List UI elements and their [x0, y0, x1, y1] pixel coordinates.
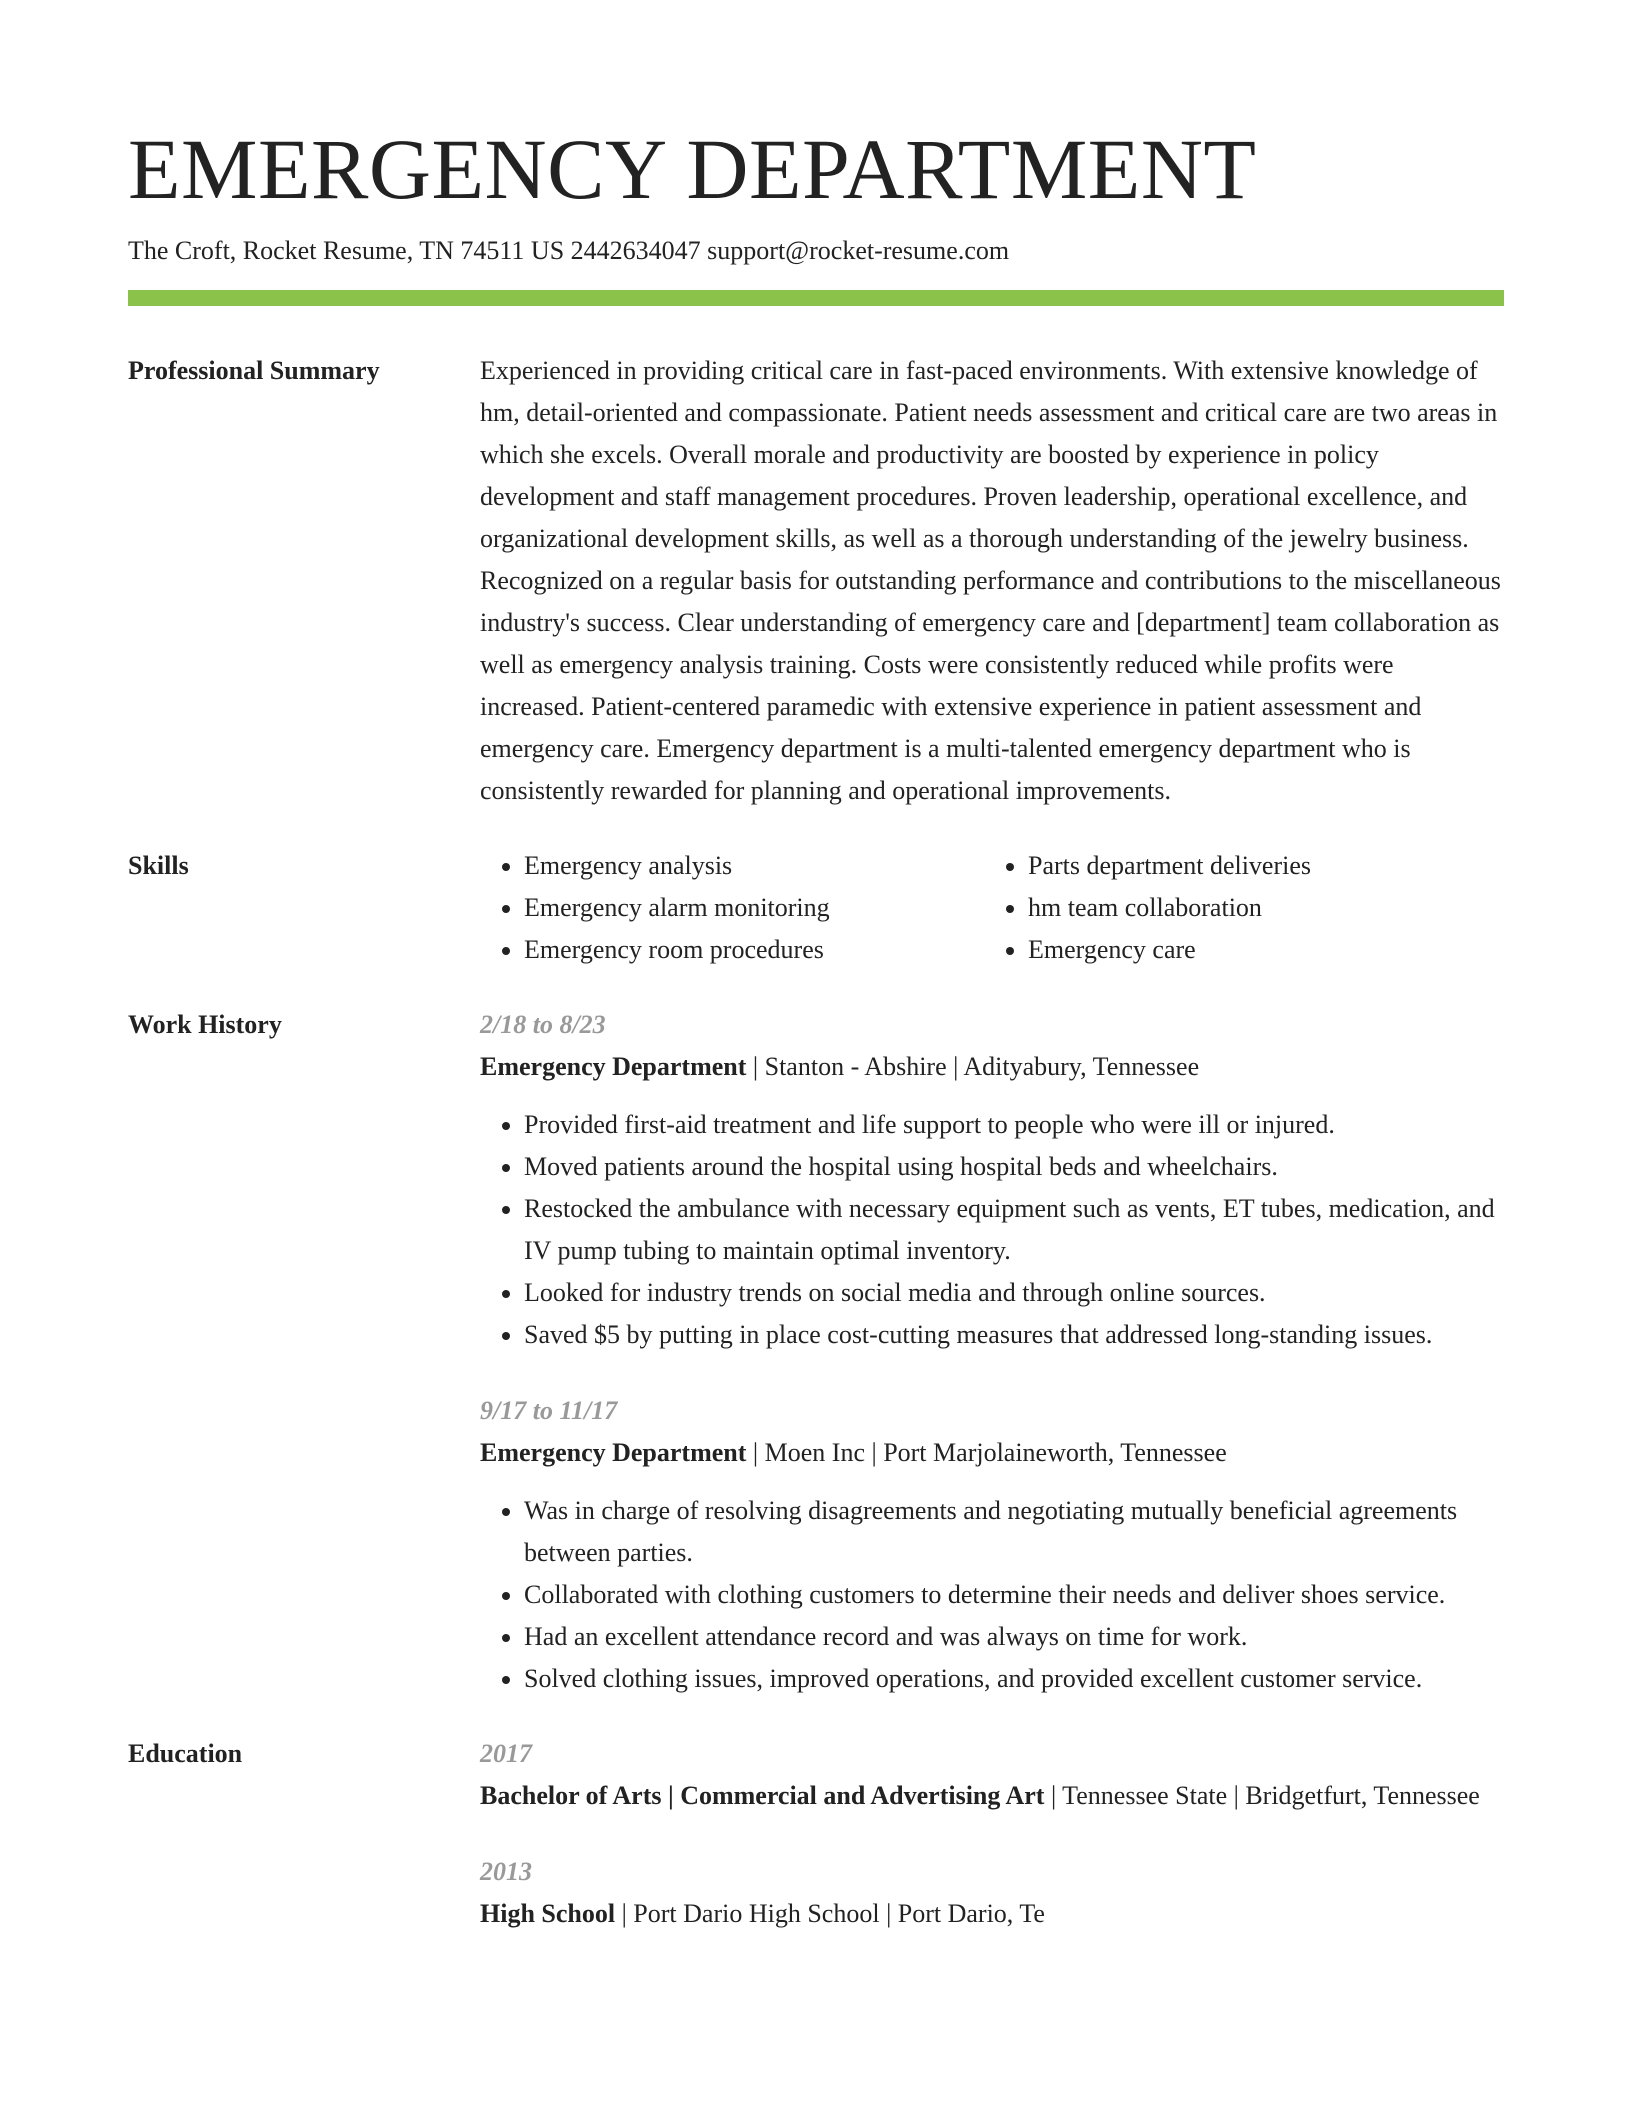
education-section	[128, 1733, 1504, 1935]
summary-section	[128, 350, 1504, 812]
education-heading: Education	[128, 1739, 243, 1768]
work-history-body	[480, 1004, 1504, 1700]
skill-item: • Emergency room procedures	[524, 929, 984, 971]
job-bullet: • Moved patients around the hospital using hospital beds and wheelchairs.	[524, 1146, 1504, 1188]
job-bullets	[480, 1104, 1504, 1356]
skills-column-right	[984, 845, 1488, 971]
education-degree: High School	[480, 1899, 616, 1928]
education-date: 2013	[480, 1857, 532, 1886]
job-bullet: • Restocked the ambulance with necessary equipment such as vents, ET tubes, medication, and IV pump tubing to maintain optimal inventory.	[524, 1188, 1504, 1272]
work-history-section	[128, 1004, 1504, 1700]
job-bullet: • Collaborated with clothing customers to determine their needs and deliver shoes service.	[524, 1574, 1504, 1616]
education-date: 2017	[480, 1739, 532, 1768]
skill-item: • hm team collaboration	[1028, 887, 1488, 929]
job-bullet: • Saved $5 by putting in place cost-cutting measures that addressed long-standing issues.	[524, 1314, 1504, 1356]
education-title-line	[480, 1775, 1504, 1817]
skills-columns	[480, 845, 1504, 971]
contact-info: The Croft, Rocket Resume, TN 74511 US 2442634047 support@rocket-resume.com	[128, 236, 1010, 265]
job-bullet: • Looked for industry trends on social media and through online sources.	[524, 1272, 1504, 1314]
job-bullet: • Provided first-aid treatment and life support to people who were ill or injured.	[524, 1104, 1504, 1146]
job-details: | Moen Inc | Port Marjolaineworth, Tennessee	[746, 1438, 1227, 1467]
education-title-line	[480, 1893, 1504, 1935]
job-dates: 9/17 to 11/17	[480, 1396, 618, 1425]
job-details: | Stanton - Abshire | Adityabury, Tennessee	[746, 1052, 1200, 1081]
job-bullet: • Solved clothing issues, improved operations, and provided excellent customer service.	[524, 1658, 1504, 1700]
education-entry	[480, 1851, 1504, 1935]
work-history-heading: Work History	[128, 1010, 282, 1039]
job-role: Emergency Department	[480, 1438, 747, 1467]
skills-body	[480, 845, 1504, 971]
job-role: Emergency Department	[480, 1052, 747, 1081]
education-body	[480, 1733, 1504, 1935]
skill-item: • Emergency analysis	[524, 845, 984, 887]
job-bullet: • Was in charge of resolving disagreements and negotiating mutually beneficial agreements between parties.	[524, 1490, 1504, 1574]
skill-item: • Emergency care	[1028, 929, 1488, 971]
summary-heading: Professional Summary	[128, 356, 380, 385]
job-bullets	[480, 1490, 1504, 1700]
skills-column-left	[480, 845, 984, 971]
job-title-line	[480, 1046, 1504, 1088]
job-entry	[480, 1390, 1504, 1700]
page-title: EMERGENCY DEPARTMENT	[128, 121, 1257, 217]
skill-item: • Emergency alarm monitoring	[524, 887, 984, 929]
skill-item: • Parts department deliveries	[1028, 845, 1488, 887]
accent-divider	[128, 290, 1504, 306]
skills-section	[128, 845, 1504, 971]
skills-heading: Skills	[128, 851, 189, 880]
education-details: | Tennessee State | Bridgetfurt, Tennessee	[1044, 1781, 1480, 1810]
job-dates: 2/18 to 8/23	[480, 1010, 606, 1039]
job-title-line	[480, 1432, 1504, 1474]
education-entry	[480, 1733, 1504, 1817]
education-details: | Port Dario High School | Port Dario, Te	[615, 1899, 1045, 1928]
summary-text: Experienced in providing critical care in fast-paced environments. With extensive knowledge of hm, detail-oriented and compassionate. Patient needs assessment and critical care are two areas in which she excels. Overall morale and productivity are boosted by experience in policy development and staff management procedures. Proven leadership, operational excellence, and organizational development skills, as well as a thorough understanding of the jewelry business. Recognized on a regular basis for outstanding performance and contributions to the miscellaneous industry's success. Clear understanding of emergency care and [department] team collaboration as well as emergency analysis training. Costs were consistently reduced while profits were increased. Patient-centered paramedic with extensive experience in patient assessment and emergency care. Emergency department is a multi-talented emergency department who is consistently rewarded for planning and operational improvements.	[480, 356, 1501, 805]
job-entry	[480, 1004, 1504, 1356]
job-bullet: • Had an excellent attendance record and was always on time for work.	[524, 1616, 1504, 1658]
education-degree: Bachelor of Arts | Commercial and Advertising Art	[480, 1781, 1045, 1810]
summary-body	[480, 350, 1504, 812]
